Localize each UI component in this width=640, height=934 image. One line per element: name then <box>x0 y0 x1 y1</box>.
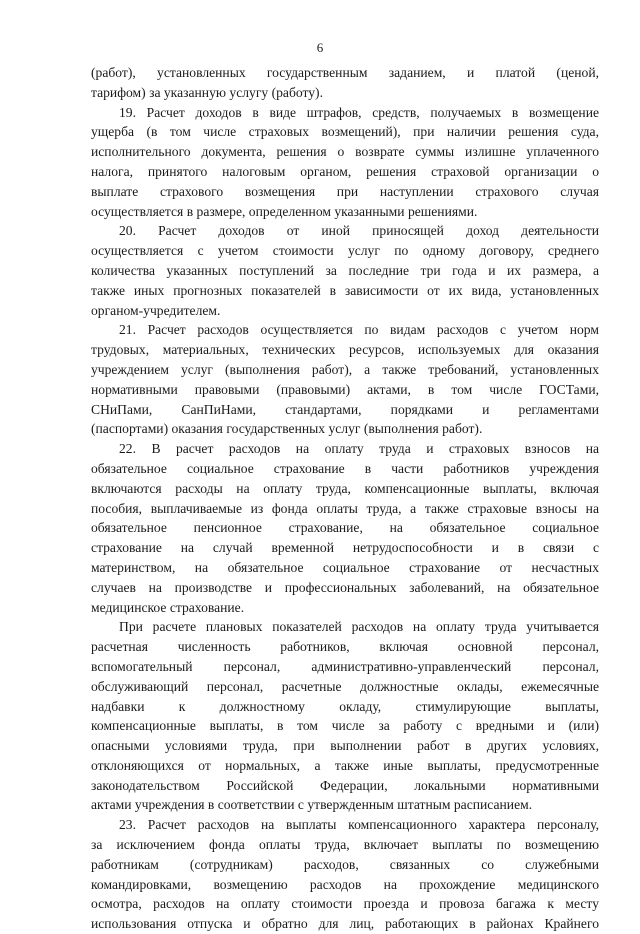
text-line: СНиПами, СанПиНами, стандартами, порядками и регламентами <box>91 401 599 417</box>
text-line: отклоняющихся от нормальных, а также иные выплаты, предусмотренные <box>91 757 599 773</box>
text-line: компенсационные выплаты, в том числе за работу с вредными и (или) <box>91 718 599 734</box>
text-line: (паспортами) оказания государственных услуг (выполнения работ). <box>91 421 483 437</box>
text-line: налога, принятого налоговым органом, решения страховой организации о <box>91 163 599 179</box>
text-line: за исключением фонда оплаты труда, включает выплаты по возмещению <box>91 837 599 853</box>
text-line: выплате страхового возмещения при наступлении страхового случая <box>91 183 599 199</box>
text-line: использования отпуска и обратно для лиц, работающих в районах Крайнего <box>91 916 599 932</box>
text-line: медицинское страхование. <box>91 599 245 615</box>
text-line: случаев на производстве и профессиональных заболеваний, на обязательное <box>91 579 599 595</box>
text-line: вспомогательный персонал, административно-управленческий персонал, <box>91 658 599 674</box>
text-line: надбавки к должностному окладу, стимулирующие выплаты, <box>91 698 599 714</box>
text-line: осуществляется в размере, определенном указанными решениями. <box>91 203 478 219</box>
text-line: страхование на случай временной нетрудоспособности и в связи с <box>91 540 599 556</box>
text-line: количества указанных поступлений за последние три года и их размера, а <box>91 262 599 278</box>
text-line: трудовых, материальных, технических ресурсов, используемых для оказания <box>91 342 599 358</box>
text-line: включаются расходы на оплату труда, компенсационные выплаты, включая <box>91 480 599 496</box>
text-line: нормативными правовыми (правовыми) актами, в том числе ГОСТами, <box>91 381 599 397</box>
text-line: тарифом) за указанную услугу (работу). <box>91 84 323 100</box>
text-line: обязательное социальное страхование в части работников учреждения <box>91 460 599 476</box>
text-line: осуществляется с учетом стоимости услуг по одному договору, среднего <box>91 243 599 259</box>
text-line: законодательством Российской Федерации, локальными нормативными <box>91 777 599 793</box>
text-line: обязательное пенсионное страхование, на обязательное социальное <box>91 520 599 536</box>
text-line: опасными условиями труда, при выполнении работ в других условиях, <box>91 738 599 754</box>
text-line: 19. Расчет доходов в виде штрафов, средств, получаемых в возмещение <box>119 104 599 120</box>
text-line: 20. Расчет доходов от иной приносящей доход деятельности <box>119 223 599 239</box>
text-line: расчетная численность работников, включая основной персонал, <box>91 639 599 655</box>
text-line: актами учреждения в соответствии с утвержденным штатным расписанием. <box>91 797 533 813</box>
text-line: исполнительного документа, решения о возврате суммы излишне уплаченного <box>91 144 599 160</box>
text-line: осмотра, расходов на оплату стоимости проезда и провоза багажа к месту <box>91 896 599 912</box>
text-line: 23. Расчет расходов на выплаты компенсационного характера персоналу, <box>119 817 599 833</box>
text-line: 21. Расчет расходов осуществляется по видам расходов с учетом норм <box>119 322 599 338</box>
text-line: органом-учредителем. <box>91 302 221 318</box>
text-line: командировками, возмещению расходов на прохождение медицинского <box>91 876 599 892</box>
text-line: работникам (сотрудникам) расходов, связанных со служебными <box>91 856 599 872</box>
text-line: материнством, на обязательное социальное страхование от несчастных <box>91 559 599 575</box>
text-line: пособия, выплачиваемые из фонда оплаты труда, а также страховые взносы на <box>91 500 599 516</box>
text-line: учреждением услуг (выполнения работ), а также требований, установленных <box>91 361 599 377</box>
text-line: 22. В расчет расходов на оплату труда и страховых взносов на <box>119 441 599 457</box>
text-line: ущерба (в том числе страховых возмещений), при наличии решения суда, <box>91 124 599 140</box>
page-number: 6 <box>316 40 324 55</box>
text-line: также иных прогнозных показателей в зависимости от их вида, установленных <box>91 282 599 298</box>
text-line: обслуживающий персонал, расчетные должностные оклады, ежемесячные <box>91 678 599 694</box>
text-line: При расчете плановых показателей расходов на оплату труда учитывается <box>119 619 599 635</box>
text-line: (работ), установленных государственным заданием, и платой (ценой, <box>91 65 599 80</box>
document-text <box>91 63 599 934</box>
